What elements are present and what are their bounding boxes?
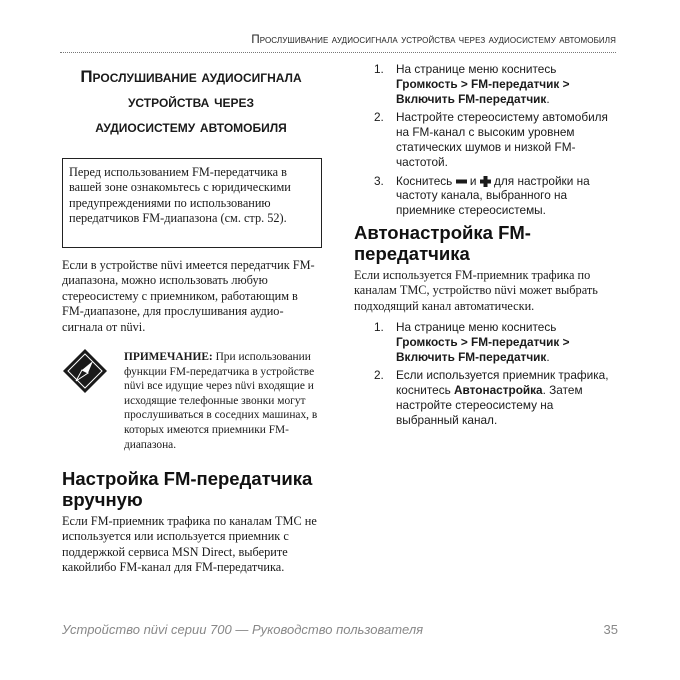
step-text-end: . Затем настройте стереосистему на выбранный канал. [396, 383, 583, 427]
warning-box: Перед использованием FM-передатчика в вашей зоне ознакомьтесь с юридическими предупреждениями по использованию передатчиков FM-диапазона (см. стр. 52). [62, 158, 322, 248]
header-divider [60, 52, 616, 53]
page-number: 35 [603, 622, 618, 637]
step-text-end: . [546, 349, 550, 364]
minus-icon [456, 176, 467, 187]
step-text: На странице меню коснитесь [396, 320, 557, 334]
step-text-end: . [546, 91, 550, 106]
autotune-label: Автонастройка [454, 383, 543, 398]
running-header: Прослушивание аудиосигнала устройства через аудиосистему автомобиля [251, 34, 616, 46]
manual-steps [354, 62, 616, 222]
section-title-line-2: устройства через [127, 92, 255, 111]
note-label: ПРИМЕЧАНИЕ: [124, 351, 213, 363]
menu-path: Громкость > FM-передатчик > Включить FM-передатчик [396, 76, 570, 106]
section-title [62, 64, 320, 139]
intro-paragraph: Если в устройстве nüvi имеется передатчик FM-диапазона, можно использовать любую стереосистему с приемником, работающим в FM-диапазоне, для прослушивания аудио-сигнала от nüvi. [62, 258, 315, 334]
list-item [354, 62, 616, 106]
step-text: На странице меню коснитесь [396, 62, 557, 76]
step-number: 1. [374, 62, 384, 76]
step-number: 3. [374, 173, 384, 188]
step-text: Если используется приемник трафика, коснитесь [396, 368, 609, 398]
step-text: Настройте стереосистему автомобиля на FM-канал с высоким уровнем статических шумов и низкой FM-частотой. [396, 110, 608, 169]
plus-icon [480, 176, 491, 187]
list-item [354, 174, 616, 218]
step-text-end: для настройки на частоту канала, выбранного на приемнике стереосистемы. [396, 173, 590, 218]
auto-heading: Автонастройка FM-передатчика [354, 222, 531, 264]
step-number: 2. [374, 368, 384, 383]
page-footer [62, 622, 618, 637]
auto-steps [354, 320, 616, 432]
step-text-mid: и [466, 173, 480, 188]
step-number: 2. [374, 110, 384, 125]
manual-intro: Если FM-приемник трафика по каналам TMC не используется или используется приемник с поддержкой сервиса MSN Direct, выберите какойлибо FM-канал для FM-передатчика. [62, 514, 317, 575]
list-item [354, 110, 616, 169]
manual-heading: Настройка FM-передатчика вручную [62, 468, 313, 510]
section-title-line-3: аудиосистему автомобиля [95, 117, 287, 136]
section-title-line-1: Прослушивание аудиосигнала [80, 67, 302, 86]
step-text: Коснитесь [396, 173, 456, 188]
note-body: При использовании функции FM-передатчика в устройстве nüvi все идущие через nüvi входящие и исходящие телефонные звонки могут прослушиваться в соседних машинах, в которых имеются приемники FM-диапазона. [124, 351, 318, 451]
step-number: 1. [374, 320, 384, 334]
list-item [354, 368, 616, 427]
footer-title: Устройство nüvi серии 700 — Руководство пользователя [62, 622, 424, 637]
note-icon [62, 348, 108, 394]
menu-path: Громкость > FM-передатчик > Включить FM-передатчик [396, 334, 570, 364]
auto-intro: Если используется FM-приемник трафика по каналам TMC, устройство nüvi может выбрать подходящий канал автоматически. [354, 268, 598, 313]
list-item [354, 320, 616, 364]
note-text [124, 350, 320, 452]
